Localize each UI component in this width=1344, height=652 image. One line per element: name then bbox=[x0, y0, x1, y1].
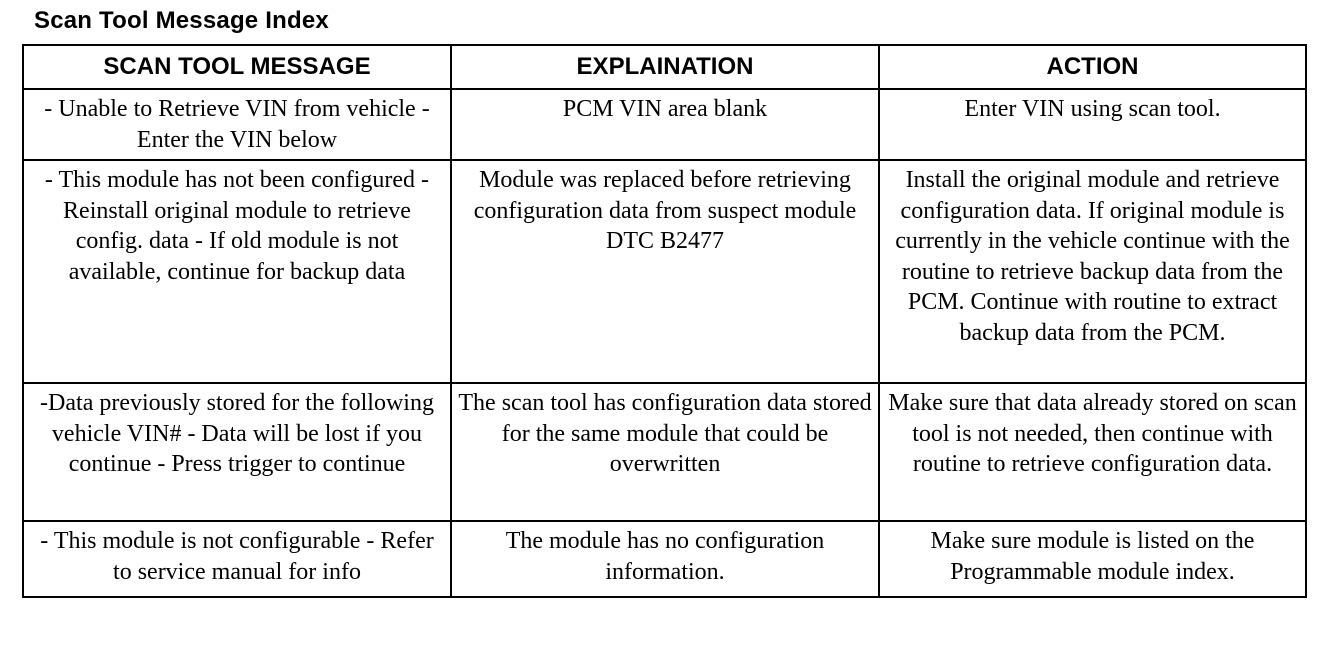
explanation-cell: The scan tool has configuration data stored for the same module that could be overwritten bbox=[451, 383, 879, 521]
table-row bbox=[23, 160, 1306, 383]
message-cell: - This module is not configurable - Refer to service manual for info bbox=[23, 521, 451, 597]
action-cell: Make sure that data already stored on scan tool is not needed, then continue with routine to retrieve configuration data. bbox=[879, 383, 1306, 521]
message-cell: -Data previously stored for the following vehicle VIN# - Data will be lost if you continue - Press trigger to continue bbox=[23, 383, 451, 521]
message-cell: - Unable to Retrieve VIN from vehicle - Enter the VIN below bbox=[23, 89, 451, 160]
column-header-explanation: EXPLAINATION bbox=[451, 45, 879, 89]
header-row bbox=[23, 45, 1306, 89]
explanation-cell: The module has no configuration information. bbox=[451, 521, 879, 597]
page-title: Scan Tool Message Index bbox=[34, 7, 329, 34]
column-header-action: ACTION bbox=[879, 45, 1306, 89]
message-index-table bbox=[22, 44, 1307, 598]
action-cell: Enter VIN using scan tool. bbox=[879, 89, 1306, 160]
table-row bbox=[23, 383, 1306, 521]
action-cell: Make sure module is listed on the Programmable module index. bbox=[879, 521, 1306, 597]
explanation-cell: Module was replaced before retrieving configuration data from suspect module DTC B2477 bbox=[451, 160, 879, 383]
explanation-cell: PCM VIN area blank bbox=[451, 89, 879, 160]
table-row bbox=[23, 521, 1306, 597]
table-row bbox=[23, 89, 1306, 160]
column-header-scan-tool-message: SCAN TOOL MESSAGE bbox=[23, 45, 451, 89]
message-cell: - This module has not been configured - Reinstall original module to retrieve config. data - If old module is not available, continue for backup data bbox=[23, 160, 451, 383]
action-cell: Install the original module and retrieve configuration data. If original module is currently in the vehicle continue with the routine to retrieve backup data from the PCM. Continue with routine to extract backup data from the PCM. bbox=[879, 160, 1306, 383]
